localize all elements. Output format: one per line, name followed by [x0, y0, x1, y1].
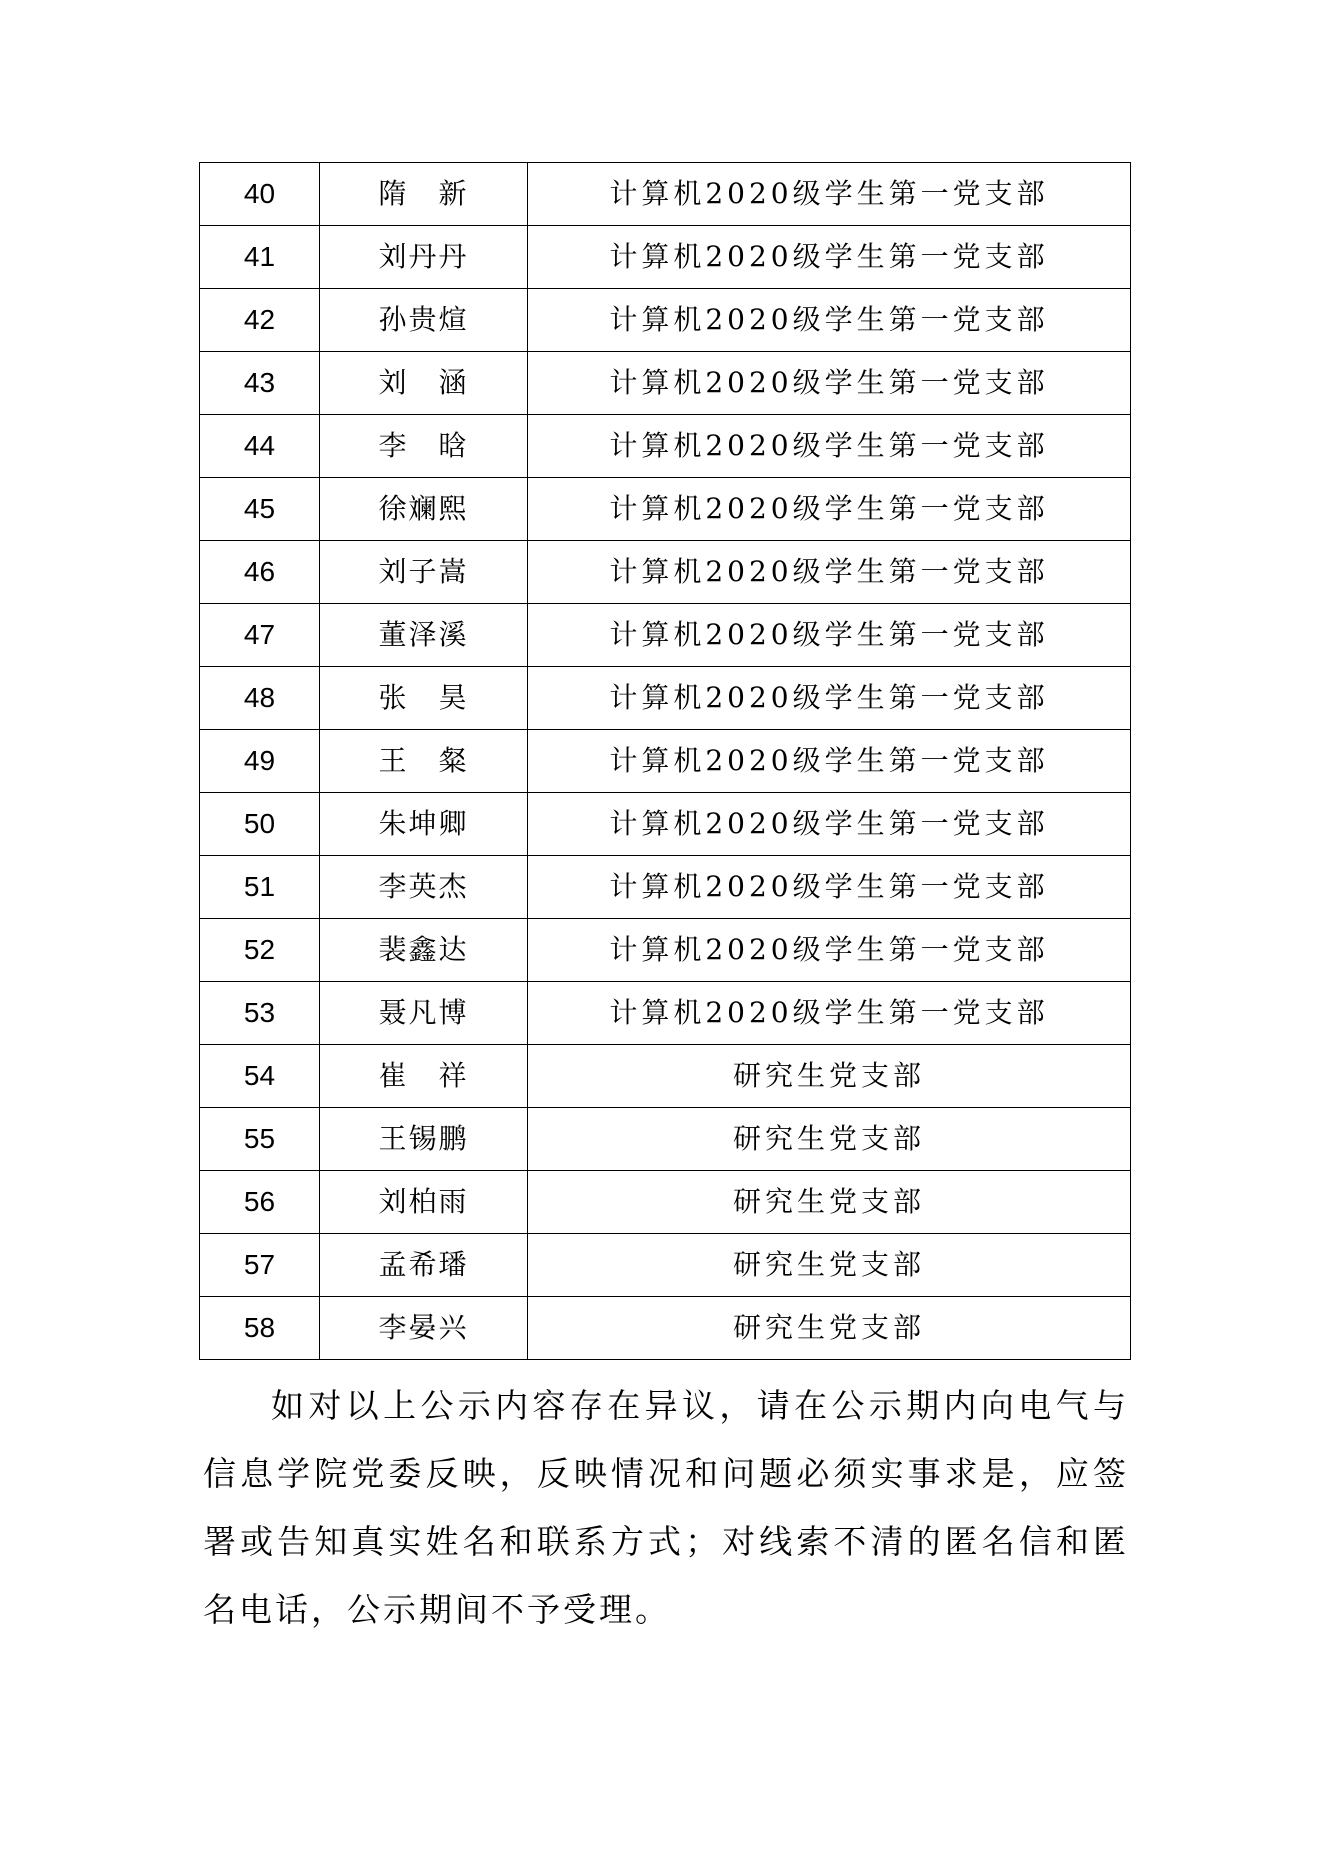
party-branch-cell: 计算机2020级学生第一党支部	[528, 793, 1131, 856]
member-name-cell: 徐斓熙	[320, 478, 528, 541]
table-row	[200, 289, 1131, 352]
table-row	[200, 919, 1131, 982]
table-row	[200, 730, 1131, 793]
member-name-cell: 张 昊	[320, 667, 528, 730]
party-branch-cell: 研究生党支部	[528, 1045, 1131, 1108]
party-branch-cell: 计算机2020级学生第一党支部	[528, 289, 1131, 352]
member-name-cell: 裴鑫达	[320, 919, 528, 982]
row-number-cell: 51	[200, 856, 320, 919]
member-name-cell: 朱坤卿	[320, 793, 528, 856]
table-row	[200, 982, 1131, 1045]
row-number-cell: 45	[200, 478, 320, 541]
row-number-cell: 48	[200, 667, 320, 730]
member-name-cell: 崔 祥	[320, 1045, 528, 1108]
party-branch-cell: 计算机2020级学生第一党支部	[528, 730, 1131, 793]
table-row	[200, 1108, 1131, 1171]
row-number-cell: 54	[200, 1045, 320, 1108]
party-branch-cell: 研究生党支部	[528, 1108, 1131, 1171]
member-name-cell: 隋 新	[320, 163, 528, 226]
table-row	[200, 352, 1131, 415]
table-row	[200, 856, 1131, 919]
row-number-cell: 57	[200, 1234, 320, 1297]
party-branch-cell: 计算机2020级学生第一党支部	[528, 604, 1131, 667]
row-number-cell: 52	[200, 919, 320, 982]
party-branch-cell: 计算机2020级学生第一党支部	[528, 226, 1131, 289]
row-number-cell: 47	[200, 604, 320, 667]
member-name-cell: 刘子嵩	[320, 541, 528, 604]
member-name-cell: 孟希璠	[320, 1234, 528, 1297]
party-branch-cell: 计算机2020级学生第一党支部	[528, 478, 1131, 541]
table-row	[200, 1297, 1131, 1360]
table-row	[200, 163, 1131, 226]
table-row	[200, 793, 1131, 856]
party-branch-cell: 计算机2020级学生第一党支部	[528, 667, 1131, 730]
table-row	[200, 226, 1131, 289]
row-number-cell: 44	[200, 415, 320, 478]
row-number-cell: 53	[200, 982, 320, 1045]
party-branch-cell: 计算机2020级学生第一党支部	[528, 352, 1131, 415]
member-name-cell: 聂凡博	[320, 982, 528, 1045]
row-number-cell: 50	[200, 793, 320, 856]
row-number-cell: 43	[200, 352, 320, 415]
member-name-cell: 孙贵煊	[320, 289, 528, 352]
row-number-cell: 40	[200, 163, 320, 226]
member-name-cell: 李英杰	[320, 856, 528, 919]
party-branch-cell: 计算机2020级学生第一党支部	[528, 919, 1131, 982]
party-branch-cell: 计算机2020级学生第一党支部	[528, 415, 1131, 478]
row-number-cell: 56	[200, 1171, 320, 1234]
table-row	[200, 667, 1131, 730]
row-number-cell: 49	[200, 730, 320, 793]
table-row	[200, 604, 1131, 667]
notice-paragraph: 如对以上公示内容存在异议，请在公示期内向电气与信息学院党委反映，反映情况和问题必须实事求是，应签署或告知真实姓名和联系方式；对线索不清的匿名信和匿名电话，公示期间不予受理。	[203, 1386, 1129, 1629]
party-branch-cell: 研究生党支部	[528, 1171, 1131, 1234]
party-branch-cell: 研究生党支部	[528, 1297, 1131, 1360]
party-branch-cell: 计算机2020级学生第一党支部	[528, 856, 1131, 919]
row-number-cell: 55	[200, 1108, 320, 1171]
table-row	[200, 541, 1131, 604]
member-table	[199, 162, 1131, 1360]
row-number-cell: 41	[200, 226, 320, 289]
table-row	[200, 415, 1131, 478]
row-number-cell: 58	[200, 1297, 320, 1360]
member-name-cell: 刘 涵	[320, 352, 528, 415]
member-name-cell: 李晏兴	[320, 1297, 528, 1360]
table-row	[200, 1045, 1131, 1108]
party-branch-cell: 研究生党支部	[528, 1234, 1131, 1297]
member-name-cell: 刘丹丹	[320, 226, 528, 289]
member-name-cell: 刘柏雨	[320, 1171, 528, 1234]
party-branch-cell: 计算机2020级学生第一党支部	[528, 541, 1131, 604]
member-name-cell: 董泽溪	[320, 604, 528, 667]
member-name-cell: 王 粲	[320, 730, 528, 793]
party-branch-cell: 计算机2020级学生第一党支部	[528, 163, 1131, 226]
row-number-cell: 42	[200, 289, 320, 352]
member-name-cell: 李 晗	[320, 415, 528, 478]
table-row	[200, 1234, 1131, 1297]
party-branch-cell: 计算机2020级学生第一党支部	[528, 982, 1131, 1045]
table-row	[200, 1171, 1131, 1234]
table-row	[200, 478, 1131, 541]
row-number-cell: 46	[200, 541, 320, 604]
member-table-body	[200, 163, 1131, 1360]
member-name-cell: 王锡鹏	[320, 1108, 528, 1171]
